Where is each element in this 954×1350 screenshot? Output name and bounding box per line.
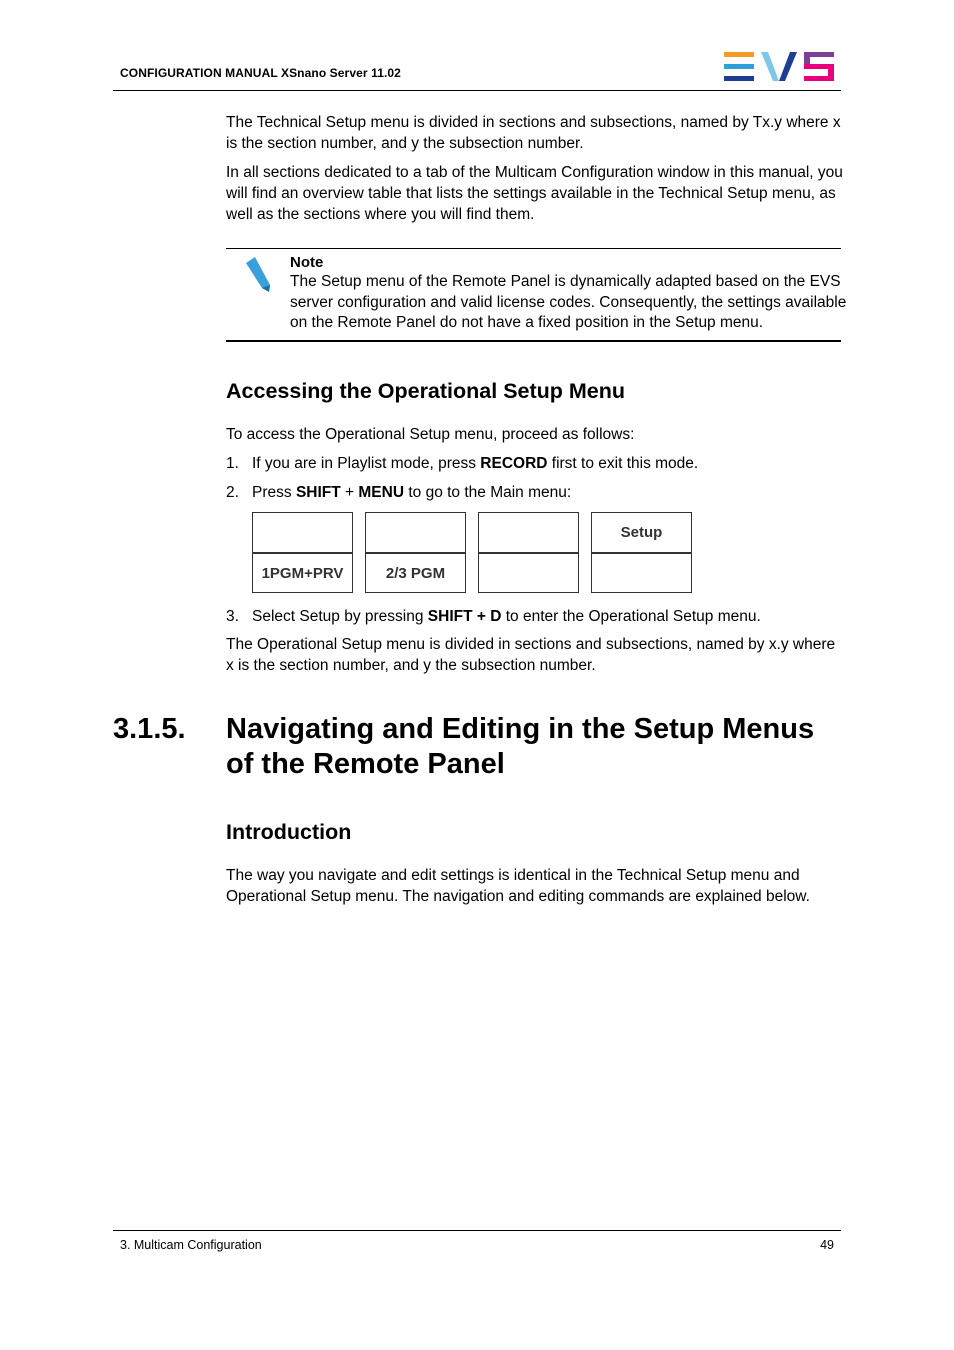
logo-e-top (724, 52, 754, 57)
step-2-text: Press SHIFT + MENU to go to the Main menu: (252, 484, 572, 501)
key-2 (365, 512, 466, 593)
intro-paragraph-2: In all sections dedicated to a tab of the Multicam Configuration window in this manual, you will find an overview table that lists the settings available in the Technical Setup menu, as well as the sections where you will find them. (226, 164, 843, 223)
key-2-bottom-label: 2/3 PGM (385, 565, 446, 582)
page-number: 49 (820, 1238, 834, 1252)
sub-heading-introduction: Introduction (226, 820, 352, 844)
intro-paragraph-1: The Technical Setup menu is divided in sections and subsections, named by Tx.y where x is the section number, and y the subsection number. (226, 114, 841, 152)
note-title: Note (290, 254, 324, 271)
key-4-top-label: Setup (620, 524, 663, 541)
pencil-icon (243, 255, 273, 295)
key-1-bottom-label: 1PGM+PRV (261, 565, 344, 582)
key-3 (478, 512, 579, 593)
section-title-line-2: of the Remote Panel (226, 748, 505, 780)
operational-lead: To access the Operational Setup menu, proceed as follows: (226, 426, 635, 443)
running-header: CONFIGURATION MANUAL XSnano Server 11.02 (120, 66, 401, 80)
introduction-body: The way you navigate and edit settings is identical in the Technical Setup menu and Operational Setup menu. The navigation and editing commands are explained below. (226, 867, 810, 905)
evs-logo (724, 52, 836, 82)
footer-rule (113, 1230, 841, 1231)
note-body: The Setup menu of the Remote Panel is dynamically adapted based on the EVS server configuration and valid license codes. Consequently, the settings available on the Remote Panel do not have a fixed position in the Setup menu. (290, 273, 847, 331)
step-3-text: Select Setup by pressing SHIFT + D to enter the Operational Setup menu. (252, 608, 761, 625)
section-heading-operational-setup: Accessing the Operational Setup Menu (226, 379, 626, 403)
footer-chapter: 3. Multicam Configuration (120, 1238, 262, 1252)
operational-closing: The Operational Setup menu is divided in sections and subsections, named by x.y where x is the section number, and y the subsection number. (226, 636, 836, 674)
step-1-text: If you are in Playlist mode, press RECORD first to exit this mode. (252, 455, 699, 472)
key-4 (591, 512, 692, 593)
section-number: 3.1.5. (113, 713, 186, 745)
step-2-number: 2. (226, 484, 239, 501)
step-1-number: 1. (226, 455, 239, 472)
logo-v-left (761, 52, 779, 81)
logo-s-bot (804, 76, 834, 81)
logo-e-mid (724, 64, 754, 69)
section-title-line-1: Navigating and Editing in the Setup Menus (226, 713, 815, 745)
key-1 (252, 512, 353, 593)
note-top-rule (226, 248, 841, 249)
logo-e-bot (724, 76, 754, 81)
step-3-number: 3. (226, 608, 239, 625)
logo-v-right (779, 52, 797, 81)
header-rule (113, 90, 841, 91)
note-bottom-rule (226, 340, 841, 342)
